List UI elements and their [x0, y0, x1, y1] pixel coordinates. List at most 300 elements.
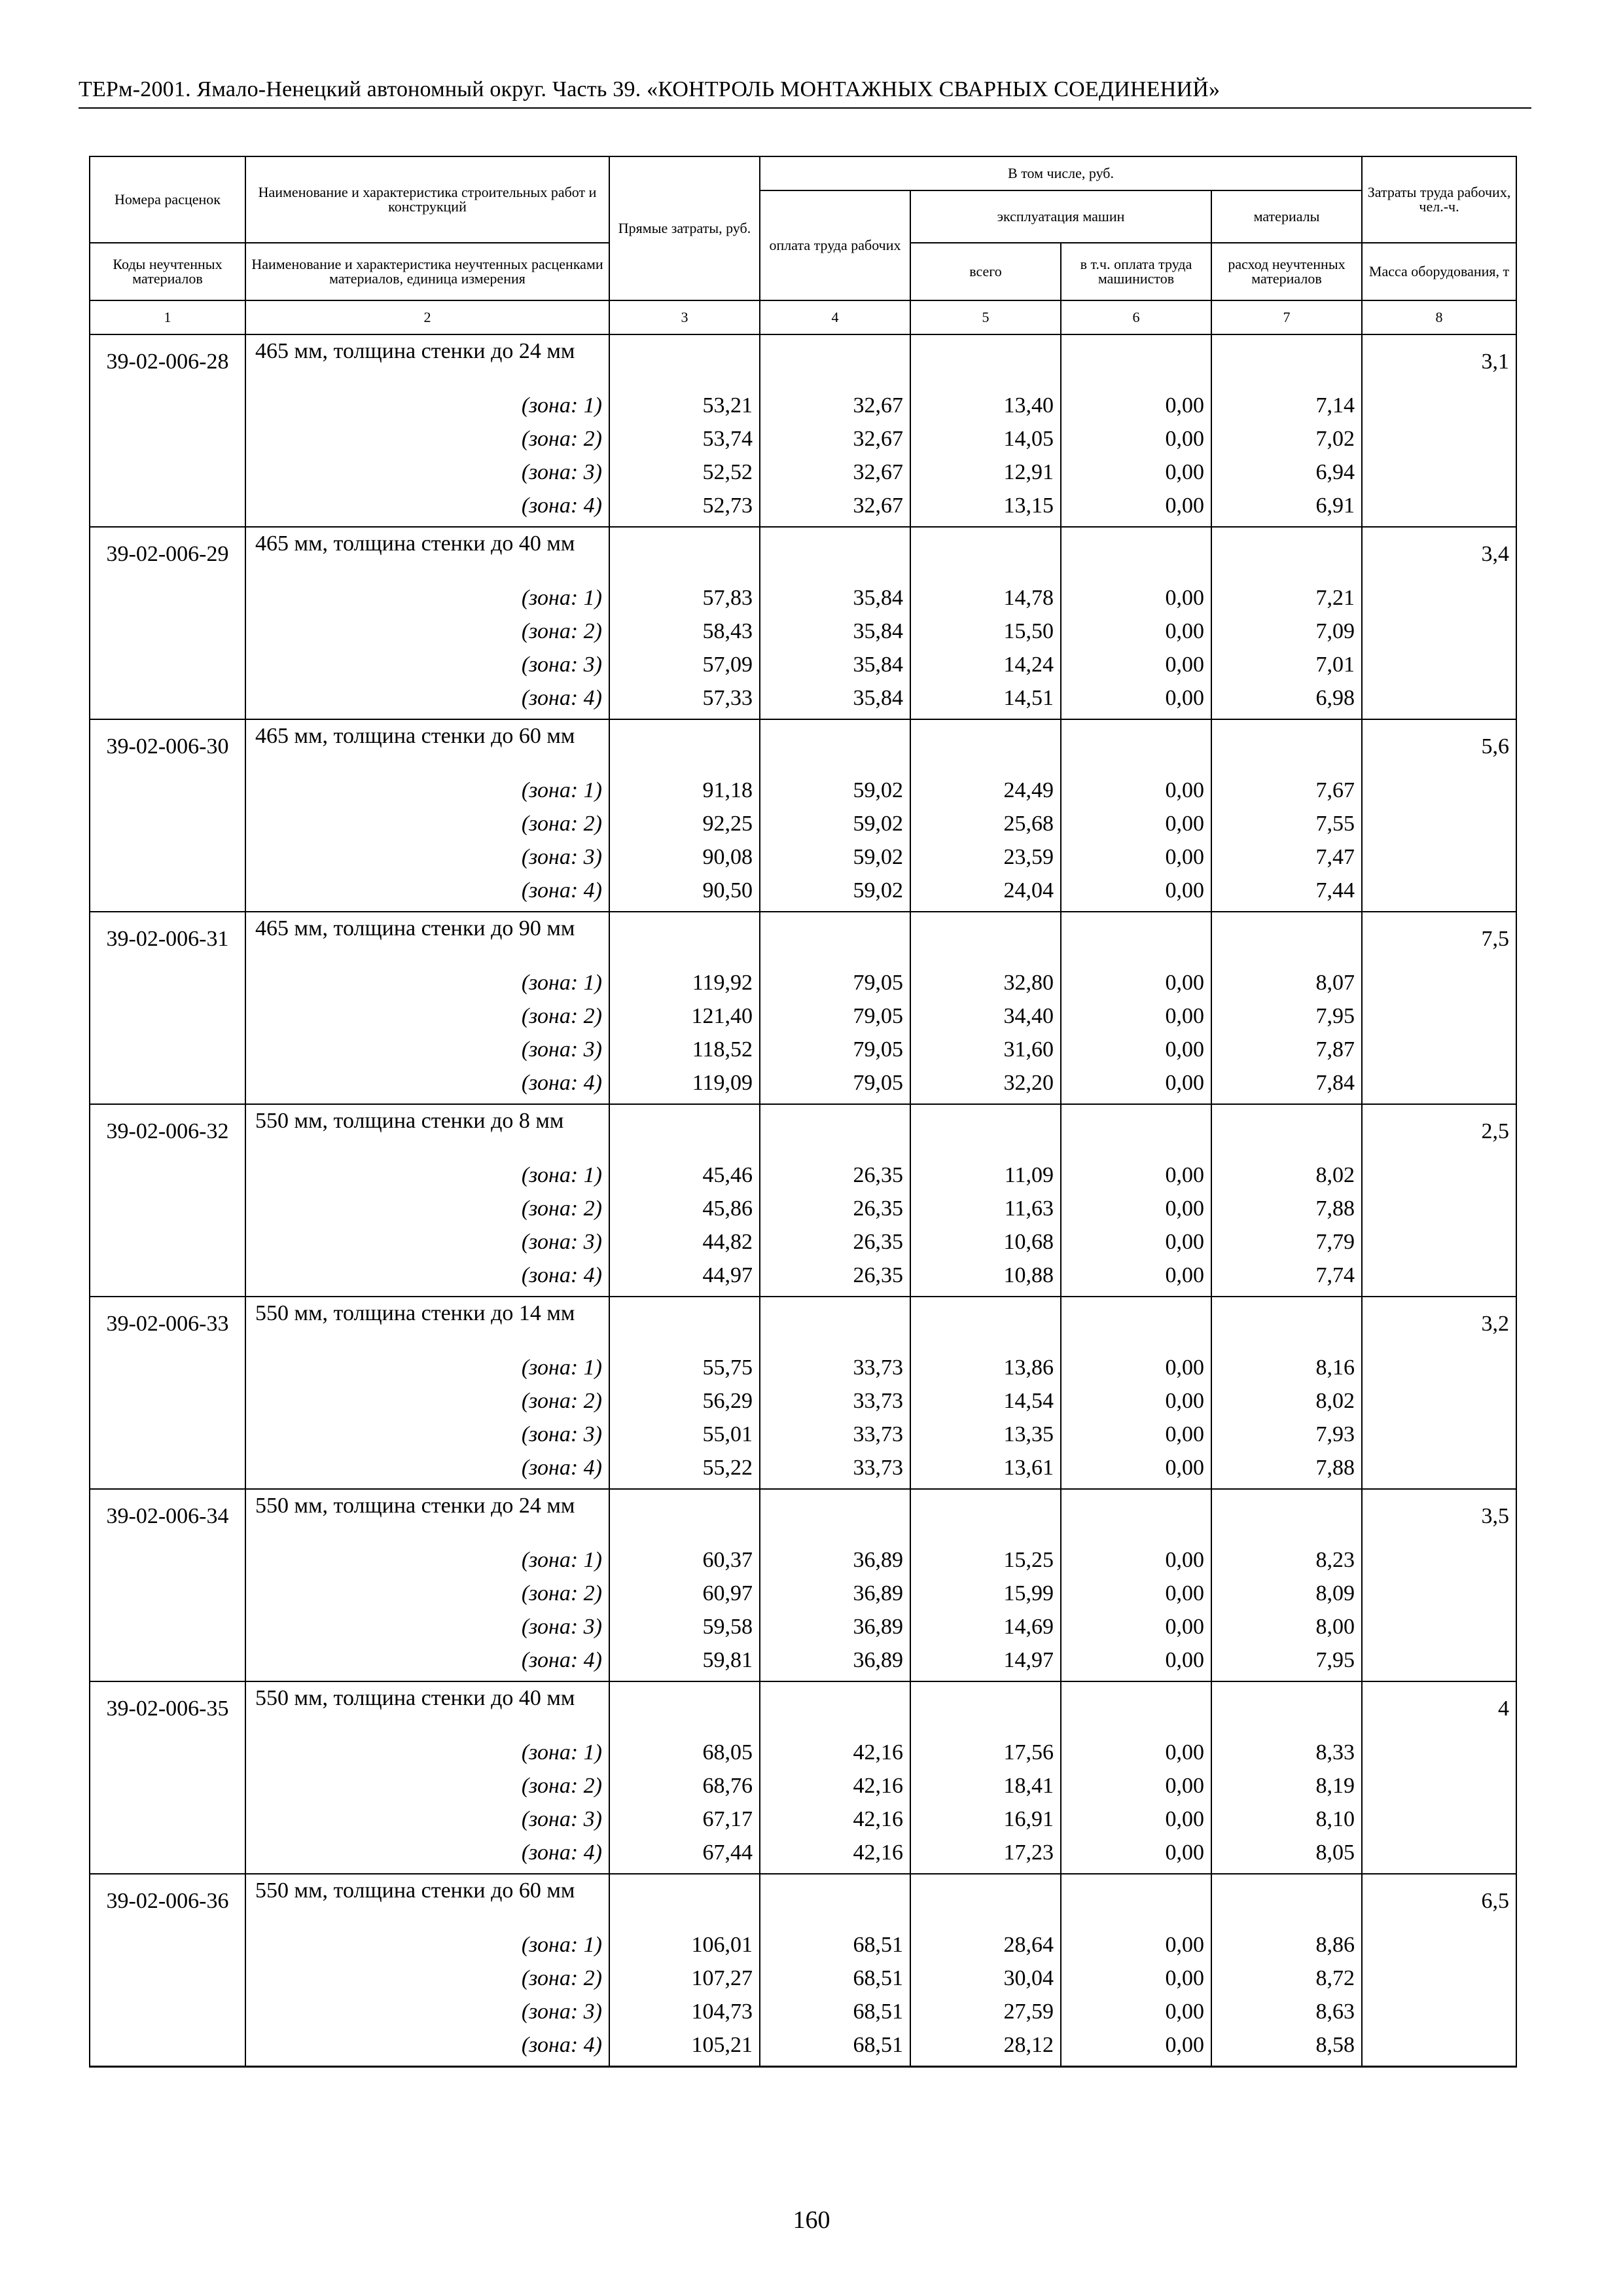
materials-value: 7,95 — [1211, 1648, 1362, 1681]
equipment-mass: 2,5 — [1362, 1104, 1516, 1163]
empty-cell — [90, 686, 245, 719]
empty-cell — [1362, 1774, 1516, 1807]
labor-pay-value: 59,02 — [760, 812, 910, 845]
empty-cell — [760, 1489, 910, 1548]
empty-cell — [1061, 334, 1211, 393]
direct-costs-value: 118,52 — [609, 1037, 760, 1071]
zone-row — [90, 393, 1516, 427]
header-including: В том числе, руб. — [760, 156, 1362, 190]
zone-label: (зона: 2) — [245, 812, 609, 845]
machinist-pay-value: 0,00 — [1061, 460, 1211, 493]
zone-row — [90, 1037, 1516, 1071]
rates-table-body — [90, 334, 1516, 2066]
zone-label: (зона: 3) — [245, 1230, 609, 1263]
materials-value: 7,47 — [1211, 845, 1362, 878]
machine-ops-value: 27,59 — [910, 2000, 1061, 2033]
machinist-pay-value: 0,00 — [1061, 1230, 1211, 1263]
labor-pay-value: 79,05 — [760, 1004, 910, 1037]
equipment-mass: 3,1 — [1362, 334, 1516, 393]
machinist-pay-value: 0,00 — [1061, 1004, 1211, 1037]
empty-cell — [910, 1297, 1061, 1355]
empty-cell — [1362, 586, 1516, 619]
zone-row — [90, 2000, 1516, 2033]
zone-label: (зона: 3) — [245, 845, 609, 878]
empty-cell — [1362, 1163, 1516, 1196]
zone-row — [90, 1355, 1516, 1389]
direct-costs-value: 92,25 — [609, 812, 760, 845]
materials-value: 7,02 — [1211, 427, 1362, 460]
direct-costs-value: 57,83 — [609, 586, 760, 619]
header-equipment-mass: Масса оборудования, т — [1362, 243, 1516, 300]
machine-ops-value: 16,91 — [910, 1807, 1061, 1840]
zone-row — [90, 1807, 1516, 1840]
zone-row — [90, 653, 1516, 686]
labor-pay-value: 42,16 — [760, 1740, 910, 1774]
labor-pay-value: 42,16 — [760, 1807, 910, 1840]
table-row — [90, 1297, 1516, 1355]
empty-cell — [1362, 1389, 1516, 1422]
empty-cell — [760, 1874, 910, 1933]
empty-cell — [609, 719, 760, 778]
table-row — [90, 912, 1516, 971]
header-direct-costs: Прямые затраты, руб. — [609, 156, 760, 300]
empty-cell — [90, 460, 245, 493]
zone-row — [90, 845, 1516, 878]
labor-pay-value: 35,84 — [760, 619, 910, 653]
materials-value: 8,33 — [1211, 1740, 1362, 1774]
empty-cell — [1362, 619, 1516, 653]
materials-value: 6,98 — [1211, 686, 1362, 719]
machinist-pay-value: 0,00 — [1061, 1615, 1211, 1648]
empty-cell — [760, 912, 910, 971]
labor-pay-value: 68,51 — [760, 1933, 910, 1966]
empty-cell — [760, 719, 910, 778]
empty-cell — [1362, 878, 1516, 912]
machine-ops-value: 14,78 — [910, 586, 1061, 619]
machine-ops-value: 15,25 — [910, 1548, 1061, 1581]
labor-pay-value: 33,73 — [760, 1456, 910, 1489]
empty-cell — [90, 1548, 245, 1581]
materials-value: 8,05 — [1211, 1840, 1362, 1874]
direct-costs-value: 59,81 — [609, 1648, 760, 1681]
zone-label: (зона: 2) — [245, 427, 609, 460]
empty-cell — [1362, 1071, 1516, 1104]
table-row — [90, 527, 1516, 586]
header-materials: материалы — [1211, 190, 1362, 243]
materials-value: 7,87 — [1211, 1037, 1362, 1071]
machine-ops-value: 17,56 — [910, 1740, 1061, 1774]
zone-label: (зона: 4) — [245, 2033, 609, 2066]
work-description: 550 мм, толщина стенки до 60 мм — [245, 1874, 609, 1933]
empty-cell — [1211, 1874, 1362, 1933]
zone-row — [90, 1389, 1516, 1422]
empty-cell — [90, 653, 245, 686]
table-row — [90, 1489, 1516, 1548]
zone-row — [90, 1456, 1516, 1489]
zone-row — [90, 1966, 1516, 2000]
empty-cell — [1362, 971, 1516, 1004]
zone-label: (зона: 2) — [245, 1389, 609, 1422]
zone-label: (зона: 3) — [245, 460, 609, 493]
zone-label: (зона: 2) — [245, 1966, 609, 2000]
direct-costs-value: 58,43 — [609, 619, 760, 653]
materials-value: 8,19 — [1211, 1774, 1362, 1807]
empty-cell — [609, 1104, 760, 1163]
empty-cell — [1211, 527, 1362, 586]
machinist-pay-value: 0,00 — [1061, 1456, 1211, 1489]
machine-ops-value: 15,99 — [910, 1581, 1061, 1615]
machinist-pay-value: 0,00 — [1061, 1648, 1211, 1681]
materials-value: 8,10 — [1211, 1807, 1362, 1840]
materials-value: 7,67 — [1211, 778, 1362, 812]
empty-cell — [1362, 1196, 1516, 1230]
empty-cell — [1211, 1489, 1362, 1548]
labor-pay-value: 42,16 — [760, 1774, 910, 1807]
empty-cell — [90, 1807, 245, 1840]
direct-costs-value: 104,73 — [609, 2000, 760, 2033]
machine-ops-value: 23,59 — [910, 845, 1061, 878]
empty-cell — [910, 1104, 1061, 1163]
equipment-mass: 7,5 — [1362, 912, 1516, 971]
machine-ops-value: 14,69 — [910, 1615, 1061, 1648]
empty-cell — [90, 1648, 245, 1681]
empty-cell — [90, 1230, 245, 1263]
direct-costs-value: 57,33 — [609, 686, 760, 719]
direct-costs-value: 107,27 — [609, 1966, 760, 2000]
empty-cell — [760, 1681, 910, 1740]
machinist-pay-value: 0,00 — [1061, 1163, 1211, 1196]
direct-costs-value: 53,21 — [609, 393, 760, 427]
header-machine-ops: эксплуатация машин — [910, 190, 1211, 243]
rate-code: 39-02-006-30 — [90, 719, 245, 778]
empty-cell — [90, 812, 245, 845]
direct-costs-value: 119,92 — [609, 971, 760, 1004]
labor-pay-value: 36,89 — [760, 1648, 910, 1681]
empty-cell — [90, 1615, 245, 1648]
direct-costs-value: 57,09 — [609, 653, 760, 686]
machinist-pay-value: 0,00 — [1061, 2000, 1211, 2033]
empty-cell — [1211, 1297, 1362, 1355]
materials-value: 8,86 — [1211, 1933, 1362, 1966]
materials-value: 6,94 — [1211, 460, 1362, 493]
empty-cell — [90, 1355, 245, 1389]
zone-label: (зона: 2) — [245, 619, 609, 653]
work-description: 550 мм, толщина стенки до 24 мм — [245, 1489, 609, 1548]
empty-cell — [1061, 1874, 1211, 1933]
direct-costs-value: 55,22 — [609, 1456, 760, 1489]
empty-cell — [90, 1774, 245, 1807]
materials-value: 8,72 — [1211, 1966, 1362, 2000]
zone-label: (зона: 1) — [245, 971, 609, 1004]
header-machinist-pay: в т.ч. оплата труда машинистов — [1061, 243, 1211, 300]
labor-pay-value: 68,51 — [760, 1966, 910, 2000]
header-divider — [79, 107, 1531, 109]
labor-pay-value: 79,05 — [760, 1071, 910, 1104]
empty-cell — [910, 1489, 1061, 1548]
zone-row — [90, 878, 1516, 912]
materials-value: 7,95 — [1211, 1004, 1362, 1037]
empty-cell — [1362, 1840, 1516, 1874]
labor-pay-value: 79,05 — [760, 971, 910, 1004]
labor-pay-value: 35,84 — [760, 586, 910, 619]
direct-costs-value: 52,52 — [609, 460, 760, 493]
empty-cell — [1362, 1933, 1516, 1966]
zone-row — [90, 1615, 1516, 1648]
zone-label: (зона: 3) — [245, 1422, 609, 1456]
empty-cell — [90, 2000, 245, 2033]
machine-ops-value: 17,23 — [910, 1840, 1061, 1874]
zone-label: (зона: 1) — [245, 1933, 609, 1966]
empty-cell — [90, 778, 245, 812]
direct-costs-value: 91,18 — [609, 778, 760, 812]
empty-cell — [910, 1874, 1061, 1933]
machine-ops-value: 34,40 — [910, 1004, 1061, 1037]
empty-cell — [1211, 1681, 1362, 1740]
machinist-pay-value: 0,00 — [1061, 1933, 1211, 1966]
rate-code: 39-02-006-35 — [90, 1681, 245, 1740]
header-rate-numbers: Номера расценок — [90, 156, 245, 243]
direct-costs-value: 45,46 — [609, 1163, 760, 1196]
machine-ops-value: 24,49 — [910, 778, 1061, 812]
empty-cell — [1362, 1740, 1516, 1774]
machine-ops-value: 28,12 — [910, 2033, 1061, 2066]
machine-ops-value: 12,91 — [910, 460, 1061, 493]
direct-costs-value: 60,97 — [609, 1581, 760, 1615]
rate-code: 39-02-006-36 — [90, 1874, 245, 1933]
empty-cell — [1362, 1807, 1516, 1840]
machine-ops-value: 10,88 — [910, 1263, 1061, 1297]
zone-row — [90, 1230, 1516, 1263]
empty-cell — [90, 1389, 245, 1422]
column-number: 7 — [1211, 300, 1362, 334]
labor-pay-value: 26,35 — [760, 1263, 910, 1297]
labor-pay-value: 33,73 — [760, 1389, 910, 1422]
direct-costs-value: 67,17 — [609, 1807, 760, 1840]
table-row — [90, 1681, 1516, 1740]
zone-label: (зона: 4) — [245, 1071, 609, 1104]
equipment-mass: 6,5 — [1362, 1874, 1516, 1933]
zone-label: (зона: 4) — [245, 1648, 609, 1681]
machinist-pay-value: 0,00 — [1061, 586, 1211, 619]
zone-row — [90, 460, 1516, 493]
zone-label: (зона: 2) — [245, 1774, 609, 1807]
materials-value: 7,14 — [1211, 393, 1362, 427]
direct-costs-value: 106,01 — [609, 1933, 760, 1966]
labor-pay-value: 32,67 — [760, 460, 910, 493]
zone-label: (зона: 3) — [245, 1037, 609, 1071]
header-labor-costs: Затраты труда рабочих, чел.-ч. — [1362, 156, 1516, 243]
rate-code: 39-02-006-32 — [90, 1104, 245, 1163]
labor-pay-value: 59,02 — [760, 845, 910, 878]
materials-value: 7,44 — [1211, 878, 1362, 912]
labor-pay-value: 36,89 — [760, 1548, 910, 1581]
zone-row — [90, 619, 1516, 653]
empty-cell — [90, 1422, 245, 1456]
labor-pay-value: 35,84 — [760, 686, 910, 719]
materials-value: 8,16 — [1211, 1355, 1362, 1389]
empty-cell — [910, 1681, 1061, 1740]
machinist-pay-value: 0,00 — [1061, 1389, 1211, 1422]
column-number: 4 — [760, 300, 910, 334]
empty-cell — [910, 912, 1061, 971]
work-description: 550 мм, толщина стенки до 14 мм — [245, 1297, 609, 1355]
machinist-pay-value: 0,00 — [1061, 393, 1211, 427]
labor-pay-value: 42,16 — [760, 1840, 910, 1874]
zone-row — [90, 1840, 1516, 1874]
equipment-mass: 3,2 — [1362, 1297, 1516, 1355]
zone-label: (зона: 1) — [245, 393, 609, 427]
empty-cell — [609, 527, 760, 586]
empty-cell — [1362, 1230, 1516, 1263]
zone-label: (зона: 4) — [245, 1840, 609, 1874]
direct-costs-value: 52,73 — [609, 493, 760, 527]
empty-cell — [90, 1071, 245, 1104]
zone-label: (зона: 4) — [245, 493, 609, 527]
materials-value: 7,09 — [1211, 619, 1362, 653]
zone-label: (зона: 1) — [245, 1548, 609, 1581]
direct-costs-value: 90,50 — [609, 878, 760, 912]
header-work-name: Наименование и характеристика строительных работ и конструкций — [245, 156, 609, 243]
empty-cell — [1362, 845, 1516, 878]
zone-label: (зона: 2) — [245, 1004, 609, 1037]
machine-ops-value: 13,15 — [910, 493, 1061, 527]
machine-ops-value: 10,68 — [910, 1230, 1061, 1263]
empty-cell — [90, 1966, 245, 2000]
empty-cell — [1362, 1263, 1516, 1297]
work-description: 550 мм, толщина стенки до 8 мм — [245, 1104, 609, 1163]
machine-ops-value: 32,20 — [910, 1071, 1061, 1104]
labor-pay-value: 33,73 — [760, 1422, 910, 1456]
work-description: 465 мм, толщина стенки до 40 мм — [245, 527, 609, 586]
zone-row — [90, 1740, 1516, 1774]
page-number: 160 — [793, 2206, 830, 2234]
machine-ops-value: 18,41 — [910, 1774, 1061, 1807]
header-material-name: Наименование и характеристика неучтенных расценками материалов, единица измерения — [245, 243, 609, 300]
materials-value: 7,88 — [1211, 1196, 1362, 1230]
empty-cell — [1362, 686, 1516, 719]
materials-value: 7,55 — [1211, 812, 1362, 845]
direct-costs-value: 105,21 — [609, 2033, 760, 2066]
zone-label: (зона: 1) — [245, 586, 609, 619]
work-description: 550 мм, толщина стенки до 40 мм — [245, 1681, 609, 1740]
machine-ops-value: 14,05 — [910, 427, 1061, 460]
empty-cell — [90, 1456, 245, 1489]
zone-label: (зона: 4) — [245, 686, 609, 719]
zone-label: (зона: 2) — [245, 1196, 609, 1230]
materials-value: 8,02 — [1211, 1163, 1362, 1196]
empty-cell — [1362, 493, 1516, 527]
machinist-pay-value: 0,00 — [1061, 1548, 1211, 1581]
zone-label: (зона: 3) — [245, 653, 609, 686]
empty-cell — [760, 527, 910, 586]
empty-cell — [609, 1681, 760, 1740]
machinist-pay-value: 0,00 — [1061, 1581, 1211, 1615]
empty-cell — [1211, 719, 1362, 778]
zone-label: (зона: 3) — [245, 1807, 609, 1840]
machine-ops-value: 11,09 — [910, 1163, 1061, 1196]
empty-cell — [1061, 527, 1211, 586]
empty-cell — [1362, 1355, 1516, 1389]
materials-value: 8,58 — [1211, 2033, 1362, 2066]
empty-cell — [1362, 427, 1516, 460]
empty-cell — [90, 393, 245, 427]
empty-cell — [1362, 1004, 1516, 1037]
zone-row — [90, 1071, 1516, 1104]
zone-row — [90, 493, 1516, 527]
empty-cell — [1362, 778, 1516, 812]
materials-value: 8,63 — [1211, 2000, 1362, 2033]
labor-pay-value: 36,89 — [760, 1615, 910, 1648]
direct-costs-value: 45,86 — [609, 1196, 760, 1230]
work-description: 465 мм, толщина стенки до 90 мм — [245, 912, 609, 971]
materials-value: 7,93 — [1211, 1422, 1362, 1456]
labor-pay-value: 59,02 — [760, 878, 910, 912]
empty-cell — [1362, 460, 1516, 493]
empty-cell — [90, 1840, 245, 1874]
machinist-pay-value: 0,00 — [1061, 653, 1211, 686]
zone-label: (зона: 3) — [245, 2000, 609, 2033]
machinist-pay-value: 0,00 — [1061, 1740, 1211, 1774]
materials-value: 7,01 — [1211, 653, 1362, 686]
empty-cell — [90, 619, 245, 653]
zone-label: (зона: 1) — [245, 1740, 609, 1774]
zone-label: (зона: 2) — [245, 1581, 609, 1615]
machine-ops-value: 32,80 — [910, 971, 1061, 1004]
empty-cell — [1362, 653, 1516, 686]
zone-label: (зона: 1) — [245, 778, 609, 812]
zone-label: (зона: 1) — [245, 1355, 609, 1389]
machinist-pay-value: 0,00 — [1061, 619, 1211, 653]
empty-cell — [1362, 1037, 1516, 1071]
machinist-pay-value: 0,00 — [1061, 1966, 1211, 2000]
rate-code: 39-02-006-31 — [90, 912, 245, 971]
empty-cell — [1362, 1581, 1516, 1615]
empty-cell — [1362, 1615, 1516, 1648]
machinist-pay-value: 0,00 — [1061, 778, 1211, 812]
table-row — [90, 334, 1516, 393]
empty-cell — [90, 845, 245, 878]
direct-costs-value: 67,44 — [609, 1840, 760, 1874]
empty-cell — [609, 1489, 760, 1548]
empty-cell — [1362, 1548, 1516, 1581]
machine-ops-value: 31,60 — [910, 1037, 1061, 1071]
machinist-pay-value: 0,00 — [1061, 1774, 1211, 1807]
direct-costs-value: 53,74 — [609, 427, 760, 460]
work-description: 465 мм, толщина стенки до 60 мм — [245, 719, 609, 778]
equipment-mass: 3,5 — [1362, 1489, 1516, 1548]
empty-cell — [1362, 1966, 1516, 2000]
zone-label: (зона: 4) — [245, 1263, 609, 1297]
machinist-pay-value: 0,00 — [1061, 427, 1211, 460]
empty-cell — [1211, 1104, 1362, 1163]
labor-pay-value: 59,02 — [760, 778, 910, 812]
direct-costs-value: 59,58 — [609, 1615, 760, 1648]
zone-row — [90, 1581, 1516, 1615]
materials-value: 7,21 — [1211, 586, 1362, 619]
machinist-pay-value: 0,00 — [1061, 812, 1211, 845]
machine-ops-value: 11,63 — [910, 1196, 1061, 1230]
zone-row — [90, 427, 1516, 460]
empty-cell — [609, 334, 760, 393]
rate-code: 39-02-006-28 — [90, 334, 245, 393]
work-description: 465 мм, толщина стенки до 24 мм — [245, 334, 609, 393]
empty-cell — [1061, 719, 1211, 778]
empty-cell — [90, 2033, 245, 2066]
empty-cell — [1211, 912, 1362, 971]
empty-cell — [1362, 1422, 1516, 1456]
empty-cell — [90, 1263, 245, 1297]
zone-label: (зона: 1) — [245, 1163, 609, 1196]
